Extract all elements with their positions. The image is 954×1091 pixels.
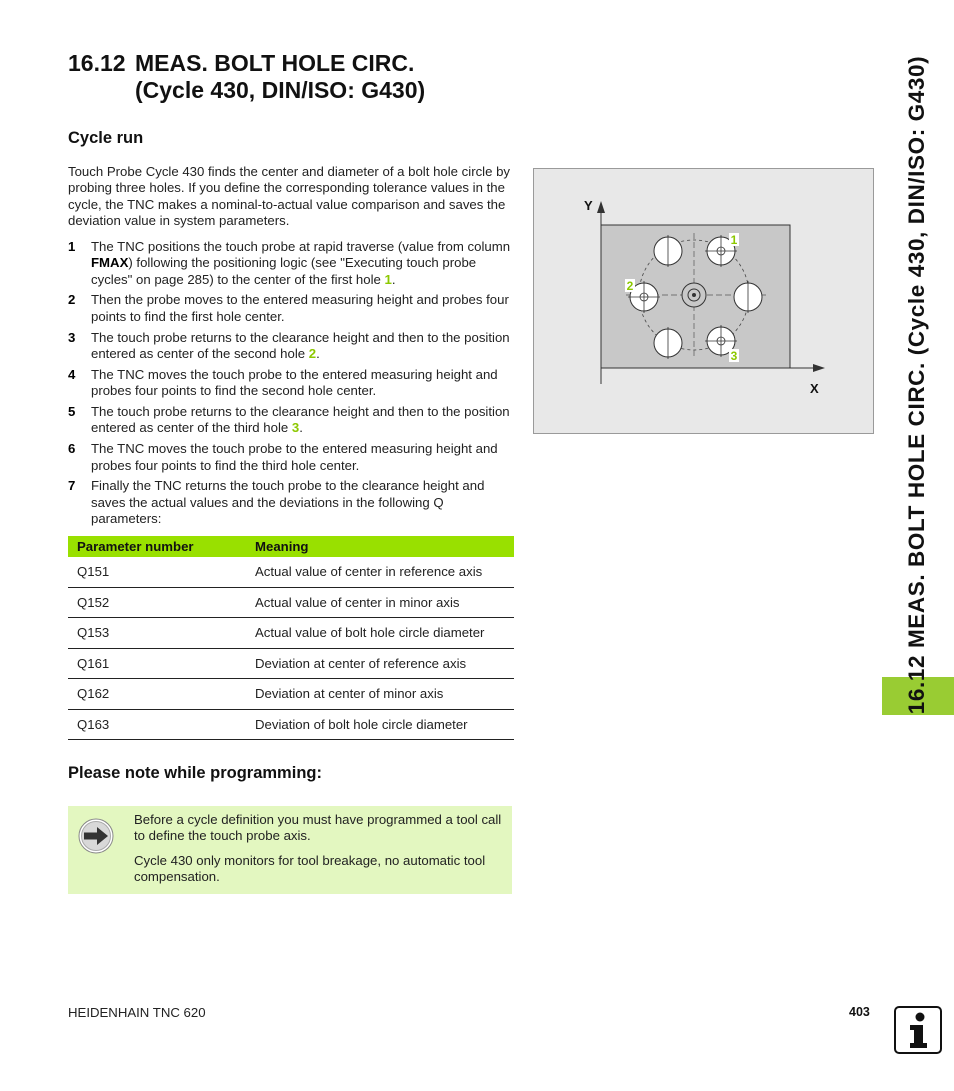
step-text: ) following the positioning logic (see "Executing touch probe cycles" on page 285) to the center of the first hole — [91, 255, 477, 287]
param-number: Q163 — [68, 709, 246, 740]
step-text: Finally the TNC returns the touch probe to the clearance height and saves the actual values and the deviations in the following Q parameters: — [91, 478, 485, 527]
table-row — [68, 557, 514, 587]
note-text — [134, 812, 504, 893]
step-text: The TNC positions the touch probe at rapid traverse (value from column — [91, 239, 511, 254]
chapter-title-line1: MEAS. BOLT HOLE CIRC. — [135, 50, 415, 76]
step-text: . — [299, 420, 303, 436]
param-number: Q152 — [68, 587, 246, 618]
table-header-row — [68, 536, 514, 557]
column-header: Meaning — [246, 536, 514, 557]
chapter-number: 16.12 — [68, 50, 126, 76]
step-item — [68, 367, 513, 400]
step-item — [68, 404, 513, 437]
table-row — [68, 679, 514, 710]
param-number: Q161 — [68, 648, 246, 679]
param-number: Q151 — [68, 557, 246, 587]
hole-label-2: 2 — [626, 279, 634, 293]
hole-ref: 3 — [291, 420, 300, 436]
page-number: 403 — [849, 1005, 870, 1019]
x-axis-arrow — [813, 364, 825, 372]
param-meaning: Actual value of center in minor axis — [246, 587, 514, 618]
diagram-drawing — [534, 169, 873, 433]
footer-product: HEIDENHAIN TNC 620 — [68, 1005, 206, 1020]
step-number: 4 — [68, 366, 76, 382]
step-text: . — [316, 345, 320, 361]
y-axis-label: Y — [584, 198, 593, 213]
param-number: Q162 — [68, 679, 246, 710]
note-item: Before a cycle definition you must have programmed a tool call to define the touch probe axis. — [134, 812, 502, 844]
step-number: 5 — [68, 404, 76, 420]
step-number: 6 — [68, 441, 76, 457]
step-item — [68, 292, 513, 325]
table-row — [68, 587, 514, 618]
step-text: The touch probe returns to the clearance height and then to the position entered as center of the third hole — [91, 404, 510, 436]
step-item — [68, 239, 513, 288]
hole-label-1: 1 — [730, 233, 738, 247]
y-axis-arrow — [597, 201, 605, 213]
info-glyph — [896, 1008, 940, 1052]
step-text: . — [391, 271, 396, 287]
side-tab-text: 16.12 MEAS. BOLT HOLE CIRC. (Cycle 430, DIN/ISO: G430) — [904, 55, 929, 715]
note-item: Cycle 430 only monitors for tool breakage, no automatic tool compensation. — [134, 852, 486, 884]
param-meaning: Actual value of center in reference axis — [246, 557, 514, 587]
notes-heading: Please note while programming: — [68, 764, 322, 782]
param-meaning: Actual value of bolt hole circle diameter — [246, 618, 514, 649]
step-bold: FMAX — [91, 255, 129, 271]
center-point — [692, 293, 696, 297]
parameter-table — [68, 536, 514, 740]
step-text: The TNC moves the touch probe to the entered measuring height and probes four points to find the third hole center. — [91, 441, 498, 473]
bolt-hole-diagram — [533, 168, 874, 434]
param-meaning: Deviation of bolt hole circle diameter — [246, 709, 514, 740]
step-number: 3 — [68, 329, 76, 345]
step-text: Then the probe moves to the entered measuring height and probes four points to find the first hole center. — [91, 292, 509, 324]
param-number: Q153 — [68, 618, 246, 649]
info-icon — [894, 1006, 942, 1054]
param-meaning: Deviation at center of reference axis — [246, 648, 514, 679]
step-list — [68, 239, 513, 532]
table-row — [68, 648, 514, 679]
x-axis-label: X — [810, 381, 819, 396]
step-number: 1 — [68, 239, 76, 254]
chapter-title-line2: (Cycle 430, DIN/ISO: G430) — [135, 77, 426, 103]
step-number: 7 — [68, 478, 76, 494]
table-row — [68, 709, 514, 740]
note-box — [68, 806, 512, 894]
step-number: 2 — [68, 292, 76, 308]
step-item — [68, 330, 513, 363]
step-text: The touch probe returns to the clearance height and then to the position entered as center of the second hole — [91, 329, 510, 361]
param-meaning: Deviation at center of minor axis — [246, 679, 514, 710]
cycle-run-heading: Cycle run — [68, 129, 144, 147]
intro-paragraph: Touch Probe Cycle 430 finds the center and diameter of a bolt hole circle by probing three holes. If you define the corresponding tolerance values in the cycle, the TNC makes a nominal-to-actual value comparison and saves the deviation value in system parameters. — [68, 164, 511, 228]
hole-label-3: 3 — [730, 349, 738, 363]
hole-ref: 1 — [384, 271, 392, 287]
chapter-title — [68, 50, 528, 104]
column-header: Parameter number — [68, 536, 246, 557]
table-row — [68, 618, 514, 649]
hole-ref: 2 — [308, 345, 317, 361]
step-text: The TNC moves the touch probe to the entered measuring height and probes four points to find the second hole center. — [91, 366, 498, 399]
step-item — [68, 441, 513, 474]
arrow-right-icon — [78, 818, 114, 854]
side-tab-title — [888, 5, 946, 765]
step-item — [68, 478, 513, 527]
